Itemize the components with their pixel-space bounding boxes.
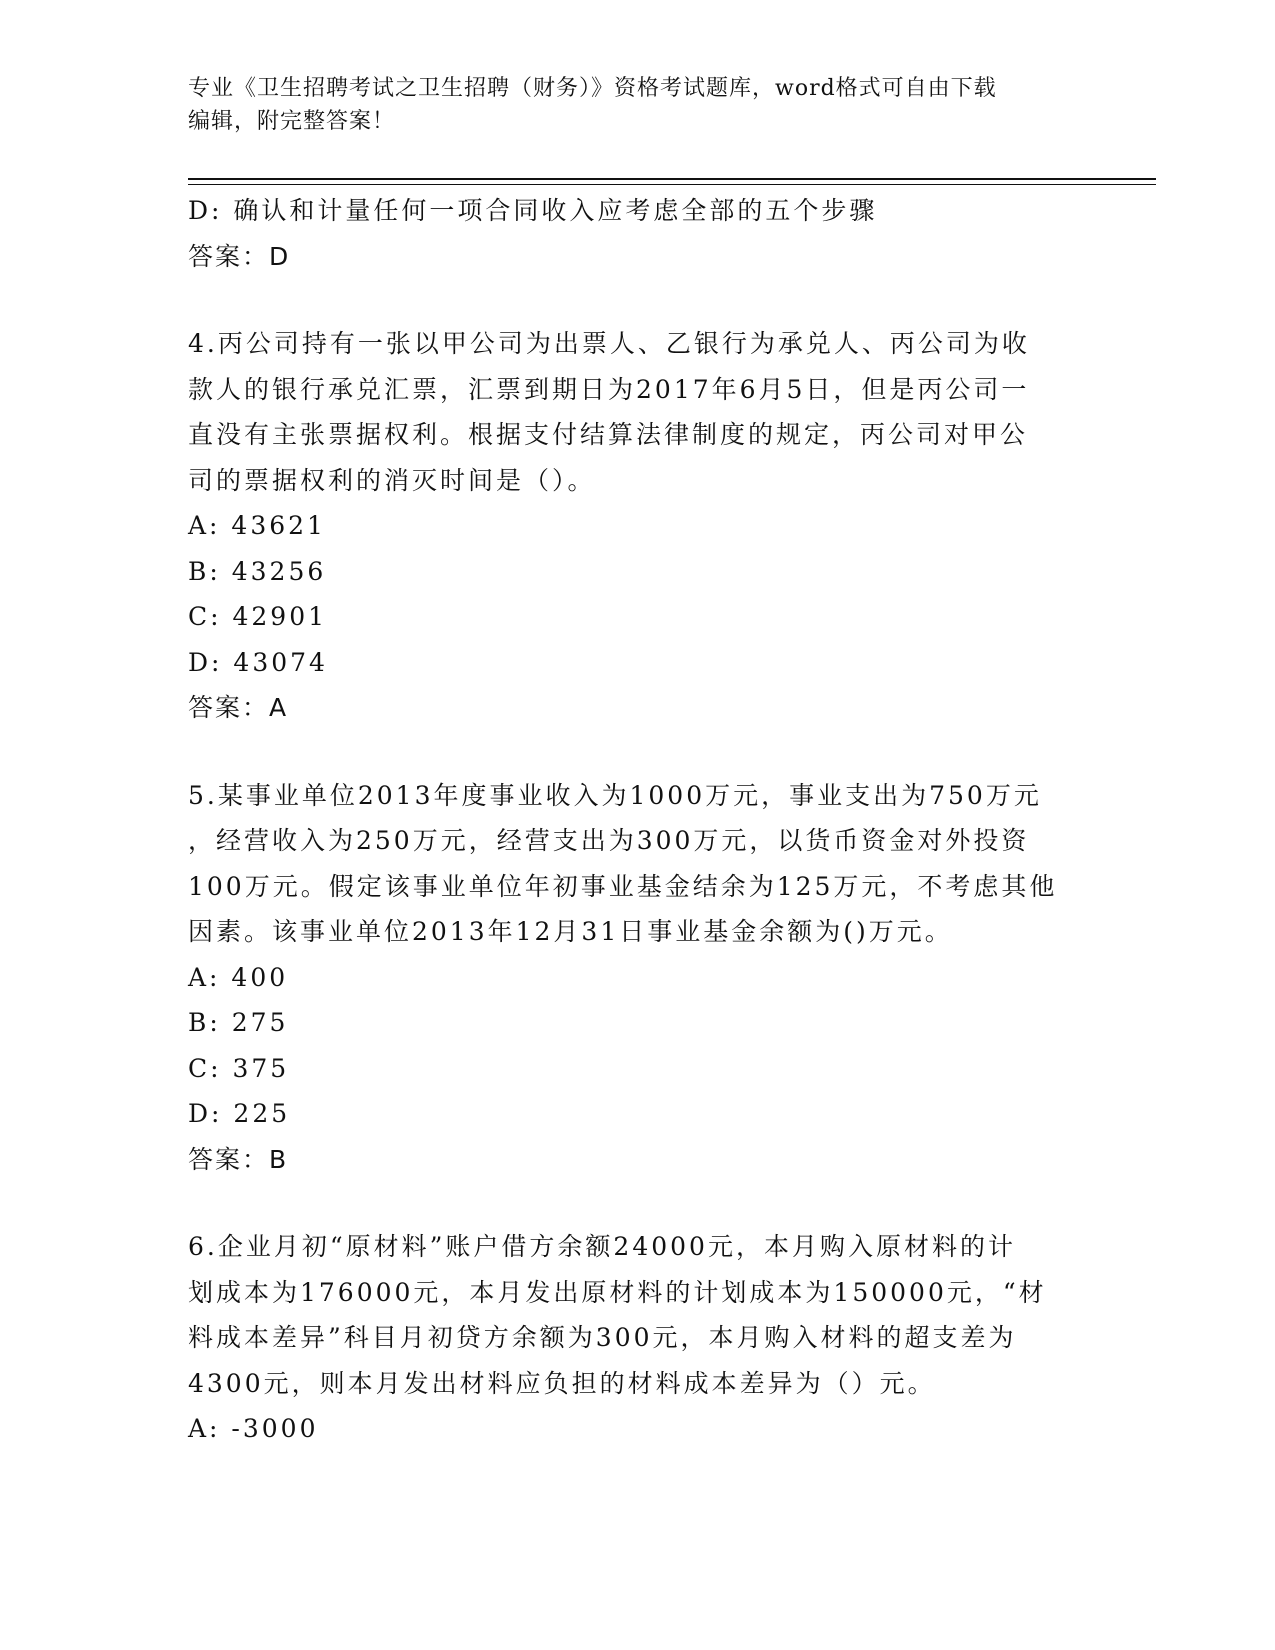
- spacer: [188, 1182, 1088, 1224]
- question-5-text-line: 100万元。假定该事业单位年初事业基金结余为125万元，不考虑其他: [188, 871, 1058, 901]
- question-4-text-line: 直没有主张票据权利。根据支付结算法律制度的规定，丙公司对甲公: [188, 420, 1029, 449]
- question-5: [188, 773, 1088, 1183]
- question-6-text-line: 划成本为176000元，本月发出原材料的计划成本为150000元，“材: [188, 1277, 1047, 1307]
- question-3-answer: 答案：D: [188, 241, 291, 271]
- question-4-option-c: C: 42901: [188, 602, 328, 631]
- question-4-option-d: D: 43074: [188, 647, 328, 677]
- question-4-answer: 答案：A: [188, 693, 289, 722]
- question-4-option-b: B: 43256: [188, 556, 327, 586]
- header-rule-thick: [188, 178, 1156, 180]
- question-5-option-d: D: 225: [188, 1099, 291, 1128]
- document-content: [188, 188, 1088, 1452]
- header-rule-thin: [188, 184, 1156, 185]
- question-4: [188, 321, 1088, 731]
- spacer: [188, 279, 1088, 321]
- question-6-text-line: 4300元，则本月发出材料应负担的材料成本差异为（）元。: [188, 1368, 936, 1398]
- question-6-option-a: A: -3000: [188, 1414, 319, 1443]
- question-5-option-b: B: 275: [188, 1008, 289, 1037]
- question-5-option-a: A: 400: [188, 962, 289, 992]
- question-6-text-line: 6.企业月初“原材料”账户借方余额24000元，本月购入原材料的计: [188, 1232, 1016, 1261]
- question-4-text-line: 4.丙公司持有一张以甲公司为出票人、乙银行为承兑人、丙公司为收: [188, 329, 1030, 358]
- question-6-text-line: 料成本差异”科目月初贷方余额为300元，本月购入材料的超支差为: [188, 1323, 1017, 1352]
- document-header: [188, 72, 1068, 138]
- question-5-text-line: 因素。该事业单位2013年12月31日事业基金余额为()万元。: [188, 917, 953, 946]
- header-line-2: 编辑，附完整答案！: [188, 109, 396, 134]
- question-5-answer: 答案：B: [188, 1144, 289, 1174]
- question-4-option-a: A: 43621: [188, 511, 326, 540]
- question-3-option-d: D: 确认和计量任何一项合同收入应考虑全部的五个步骤: [188, 196, 878, 225]
- question-6: [188, 1224, 1088, 1452]
- header-line-1: 专业《卫生招聘考试之卫生招聘（财务）》资格考试题库，word格式可自由下载: [188, 76, 997, 101]
- question-5-option-c: C: 375: [188, 1053, 290, 1083]
- question-3-fragment: [188, 188, 1088, 279]
- spacer: [188, 731, 1088, 773]
- question-4-text-line: 款人的银行承兑汇票，汇票到期日为2017年6月5日，但是丙公司一: [188, 374, 1030, 404]
- question-5-text-line: ，经营收入为250万元，经营支出为300万元，以货币资金对外投资: [188, 826, 1030, 855]
- question-4-text-line: 司的票据权利的消灭时间是（）。: [188, 465, 596, 495]
- question-5-text-line: 5.某事业单位2013年度事业收入为1000万元，事业支出为750万元: [188, 780, 1042, 810]
